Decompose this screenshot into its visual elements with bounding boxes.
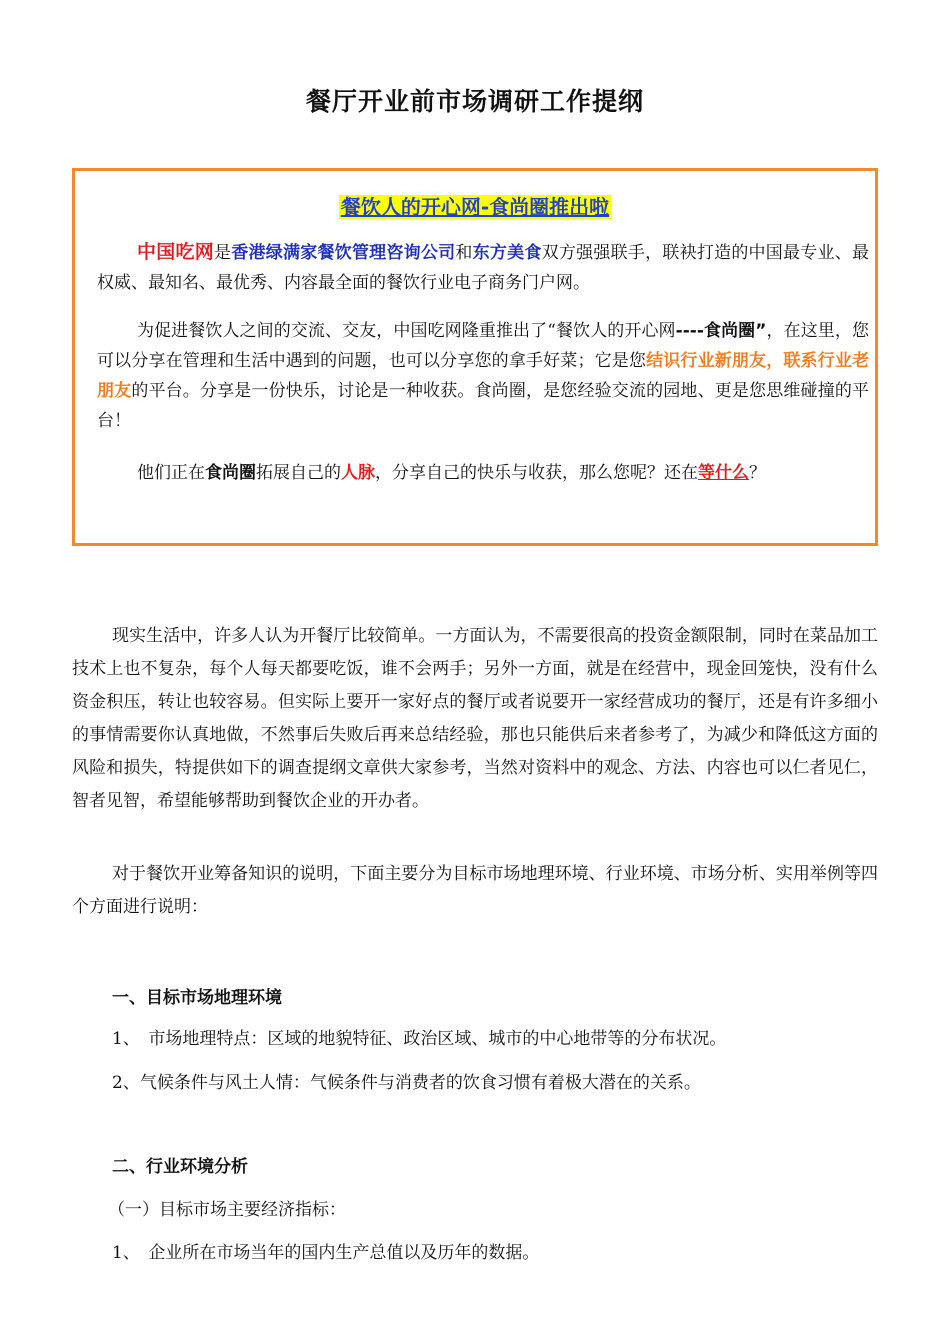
promo-text: 和	[455, 243, 473, 263]
promo-text: ，在这里，您可以分享在管理和生活中遇到的问题，也可以分享您的拿手好菜；它是您	[97, 321, 869, 371]
promo-text: 的平台。分享是一份快乐，讨论是一种收获。食尚圈，是您经验交流的园地、更是您思维碰撞的平台！	[97, 381, 870, 431]
intro-paragraph: 现实生活中，许多人认为开餐厅比较简单。一方面认为，不需要很高的投资金额限制，同时在菜品加工技术上也不复杂，每个人每天都要吃饭，谁不会两手；另外一方面，就是在经营中，现金回笼快，没有什么资金积压，转让也较容易。但实际上要开一家好点的餐厅或者说要开一家经营成功的餐厅，还是有许多细小的事情需要你认真地做，不然事后失败后再来总结经验，那也只能供后来者参考了，为减少和降低这方面的风险和损失，特提供如下的调查提纲文章供大家参考，当然对资料中的观念、方法、内容也可以仁者见仁，智者见智，希望能够帮助到餐饮企业的开办者。	[72, 626, 878, 811]
promo-headline[interactable]	[75, 191, 875, 220]
list-item: 2、气候条件与风土人情：气候条件与消费者的饮食习惯有着极大潜在的关系。	[112, 1073, 701, 1093]
promo-text: 是	[213, 243, 232, 263]
promo-paragraph-1	[97, 237, 869, 298]
what-are-you-waiting-link[interactable]: 等什么	[698, 463, 749, 483]
promo-paragraph-3	[97, 458, 869, 488]
highlight-renmai: 人脉	[341, 463, 375, 483]
promo-text: 他们正在	[137, 463, 205, 483]
promo-headline-text[interactable]: 餐饮人的开心网-食尚圈推出啦	[340, 195, 610, 219]
shishangquan-name: ----食尚圈”	[675, 321, 767, 341]
list-item: 1、 市场地理特点：区域的地貌特征、政治区域、城市的中心地带等的分布状况。	[112, 1029, 727, 1049]
sub-heading: （一）目标市场主要经济指标：	[108, 1200, 346, 1220]
promo-paragraph-2	[97, 316, 869, 436]
shishangquan-bold: 食尚圈	[205, 463, 256, 483]
promo-text: 双方强强联手，联袂打造的中国最专业、最权威、最知名、最优秀、内容最全面的餐饮行业电子商务门户网。	[97, 243, 870, 293]
promo-text: 拓展自己的	[256, 463, 341, 483]
highlight-friends: 结识行业新朋友，联系行业老朋友	[97, 351, 870, 401]
document-title: 餐厅开业前市场调研工作提纲	[305, 87, 644, 116]
section-heading-industry: 二、行业环境分析	[112, 1157, 248, 1177]
promo-text: ？	[749, 463, 766, 483]
promo-text: 为促进餐饮人之间的交流、交友，中国吃网隆重推出了“餐饮人的开心网	[137, 321, 676, 341]
overview-paragraph: 对于餐饮开业筹备知识的说明，下面主要分为目标市场地理环境、行业环境、市场分析、实用举例等四个方面进行说明：	[72, 864, 878, 917]
section-heading-geography: 一、目标市场地理环境	[112, 988, 282, 1008]
company-name: 香港绿满家餐饮管理咨询公司	[231, 243, 456, 263]
partner-name: 东方美食	[472, 243, 542, 263]
site-name: 中国吃网	[137, 241, 214, 263]
promo-text: ，分享自己的快乐与收获，那么您呢？还在	[375, 463, 698, 483]
list-item: 1、 企业所在市场当年的国内生产总值以及历年的数据。	[112, 1243, 540, 1263]
promo-box	[72, 168, 878, 546]
